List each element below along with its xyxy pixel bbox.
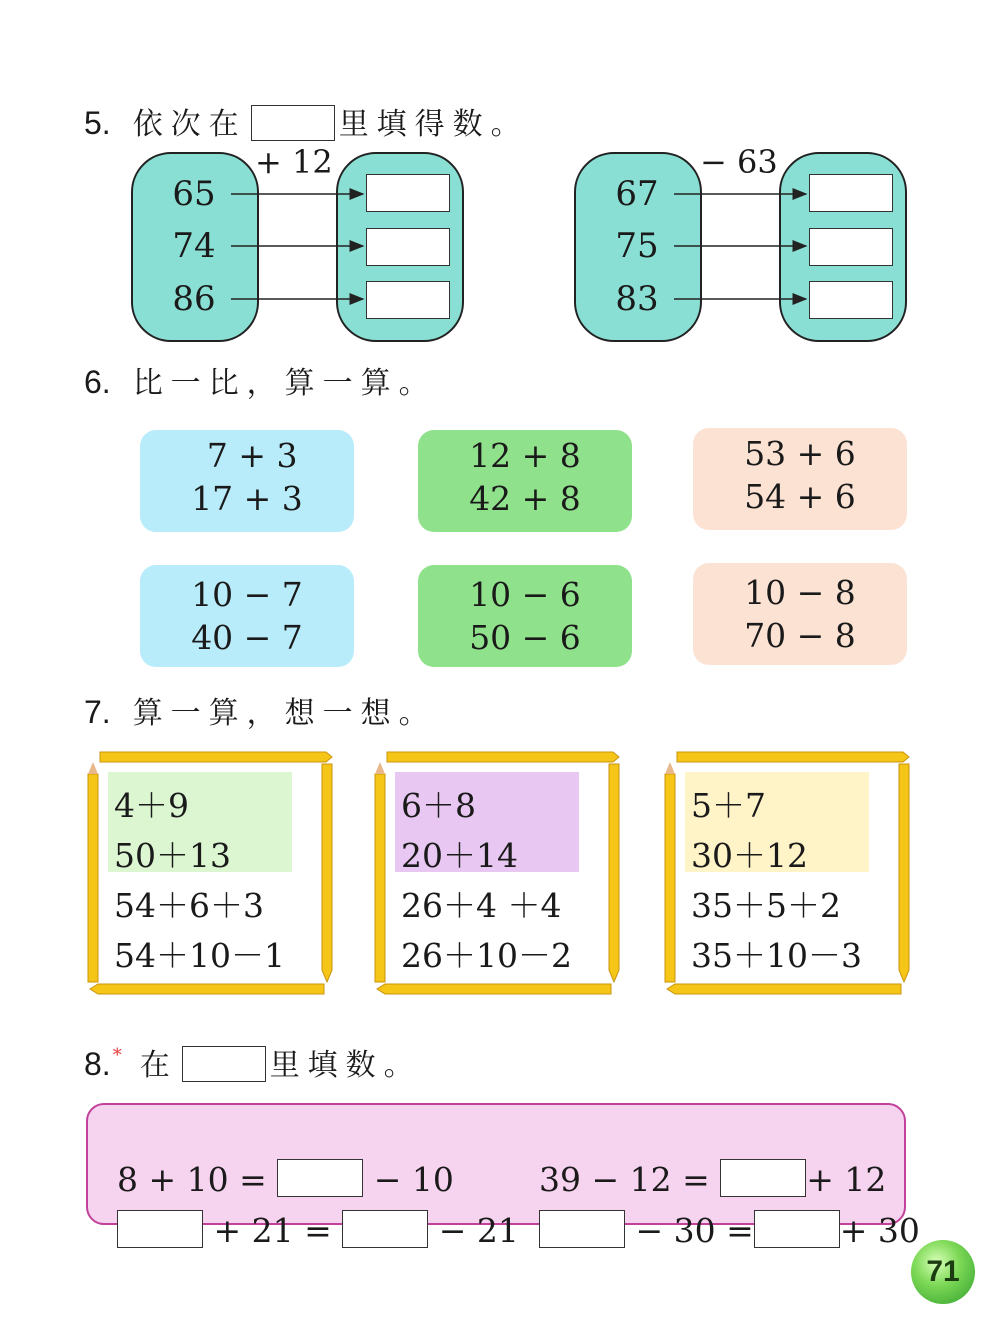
expression: 30＋12 — [691, 836, 808, 875]
answer-box[interactable] — [809, 228, 893, 266]
question-text: 算一算，想一想。 — [132, 696, 437, 731]
blank-box-sample — [182, 1046, 266, 1082]
expression: 50 − 6 — [469, 618, 581, 657]
input-number: 74 — [172, 226, 216, 266]
expression: 10 − 8 — [744, 573, 856, 612]
pencil-frame — [663, 750, 915, 1000]
expression: 35＋5＋2 — [691, 886, 841, 925]
question-text: 里填数。 — [269, 1048, 422, 1083]
equation-text: 8 + 10 = — [116, 1160, 267, 1199]
expression: 26＋10－2 — [401, 936, 572, 975]
expression: 20＋14 — [401, 836, 518, 875]
mapping-minus — [574, 143, 914, 342]
answer-box[interactable] — [809, 174, 893, 212]
expression: 42 + 8 — [469, 479, 581, 518]
equation-text: − 21 — [438, 1211, 519, 1250]
question-number: 5. — [84, 105, 111, 141]
blank-box-sample — [251, 105, 335, 141]
equation-text: − 10 — [373, 1160, 454, 1199]
compare-card — [418, 430, 632, 532]
equation-text: − 30 = — [635, 1211, 754, 1250]
answer-box[interactable] — [117, 1210, 203, 1248]
equation-text: + 30 — [839, 1211, 920, 1250]
expression: 17 + 3 — [191, 479, 303, 518]
question-text: 里填得数。 — [338, 107, 529, 142]
question-7-title — [84, 692, 437, 734]
star-mark: * — [112, 1045, 122, 1066]
question-text: 依次在 — [132, 107, 247, 142]
expression: 7 + 3 — [196, 436, 298, 475]
expression: 35＋10－3 — [691, 936, 862, 975]
expression: 54 + 6 — [744, 477, 856, 516]
expression: 4＋9 — [114, 786, 189, 825]
compare-card — [693, 563, 907, 665]
expression: 12 + 8 — [469, 436, 581, 475]
answer-box[interactable] — [366, 281, 450, 319]
expression: 40 − 7 — [191, 618, 303, 657]
input-number: 67 — [615, 174, 659, 214]
question-number: 6. — [84, 364, 111, 400]
expression: 5＋7 — [691, 786, 766, 825]
compare-card — [140, 565, 354, 667]
equation-text: 39 − 12 = — [538, 1160, 710, 1199]
question-text: 比一比，算一算。 — [132, 366, 437, 401]
expression: 6＋8 — [401, 786, 476, 825]
compare-card — [693, 428, 907, 530]
operation-label: + 12 — [255, 143, 333, 181]
equation-row — [518, 1170, 920, 1251]
answer-box[interactable] — [342, 1210, 428, 1248]
pencil-frame — [86, 750, 338, 1000]
input-number: 86 — [172, 279, 216, 319]
input-number: 83 — [615, 279, 659, 319]
answer-box[interactable] — [539, 1210, 625, 1248]
answer-box[interactable] — [366, 228, 450, 266]
question-6-title — [84, 362, 437, 404]
question-8-title — [84, 1036, 422, 1086]
expression: 50＋13 — [114, 836, 231, 875]
operation-label: − 63 — [700, 143, 778, 181]
question-text: 在 — [139, 1048, 178, 1083]
question-number: 7. — [84, 694, 111, 730]
answer-box[interactable] — [809, 281, 893, 319]
pencil-frame — [373, 750, 625, 1000]
equation-text: + 12 — [806, 1160, 887, 1199]
equation-row — [96, 1170, 519, 1251]
answer-box[interactable] — [754, 1210, 840, 1248]
input-number: 65 — [172, 174, 216, 214]
expression: 26＋4 ＋4 — [401, 886, 562, 925]
expression: 10 − 7 — [191, 575, 303, 614]
input-number: 75 — [615, 226, 659, 266]
answer-box[interactable] — [366, 174, 450, 212]
compare-card — [418, 565, 632, 667]
expression: 54＋10－1 — [114, 936, 285, 975]
expression: 54＋6＋3 — [114, 886, 264, 925]
mapping-plus — [131, 143, 471, 342]
expression: 53 + 6 — [744, 434, 856, 473]
expression: 70 − 8 — [744, 616, 856, 655]
expression: 10 − 6 — [469, 575, 581, 614]
question-5-title — [84, 103, 529, 145]
compare-card — [140, 430, 354, 532]
question-number: 8. — [84, 1046, 111, 1082]
page-number-badge: 71 — [911, 1240, 975, 1304]
equation-text: + 21 = — [213, 1211, 332, 1250]
